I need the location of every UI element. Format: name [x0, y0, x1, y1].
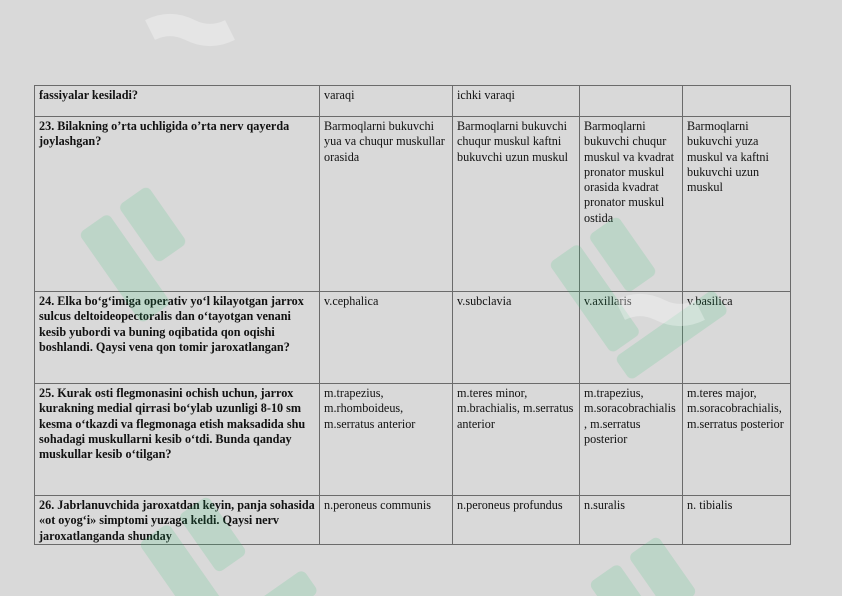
answer-option-d: Barmoqlarni bukuvchi yuza muskul va kaftni bukuvchi uzun muskul	[683, 117, 791, 292]
question-cell: 23. Bilakning o’rta uchligida o’rta nerv qayerda joylashgan?	[35, 117, 320, 292]
answer-option-d	[683, 86, 791, 117]
question-cell: 25. Kurak osti flegmonasini ochish uchun, jarrox kurakning medial qirrasi bo‘ylab uzunligi 8-10 sm kesma o‘tkazdi va flegmonaga etish maksadida shu sohadagi muskullarni kesib o‘tdi. Bunda qanday muskullar kesib o‘tilgan?	[35, 384, 320, 496]
answer-option-b: Barmoqlarni bukuvchi chuqur muskul kaftni bukuvchi uzun muskul	[453, 117, 580, 292]
answer-option-a: n.peroneus communis	[320, 496, 453, 545]
answer-option-d: v.basilica	[683, 292, 791, 384]
question-cell: 26. Jabrlanuvchida jaroxatdan keyin, panja sohasida «ot oyog‘i» simptomi yuzaga keldi. Qaysi nerv jaroxatlanganda shunday	[35, 496, 320, 545]
answer-option-d: n. tibialis	[683, 496, 791, 545]
table-row	[35, 117, 791, 292]
answer-option-c: m.trapezius, m.soracobrachialis, m.serratus posterior	[580, 384, 683, 496]
question-cell: 24. Elka bo‘g‘imiga operativ yo‘l kilayotgan jarrox sulcus deltoideopectoralis dan o‘tayotgan venani kesib yubordi va buning oqibatida qon oqishi boshlandi. Qaysi vena qon tomir jaroxatlangan?	[35, 292, 320, 384]
table-row	[35, 384, 791, 496]
answer-option-c	[580, 86, 683, 117]
answer-option-a: m.trapezius, m.rhomboideus, m.serratus anterior	[320, 384, 453, 496]
quiz-table	[34, 85, 791, 545]
answer-option-a: varaqi	[320, 86, 453, 117]
table-row	[35, 86, 791, 117]
answer-option-b: m.teres minor, m.brachialis, m.serratus anterior	[453, 384, 580, 496]
answer-option-b: v.subclavia	[453, 292, 580, 384]
answer-option-c: n.suralis	[580, 496, 683, 545]
answer-option-d: m.teres major, m.soracobrachialis, m.serratus posterior	[683, 384, 791, 496]
answer-option-c: v.axillaris	[580, 292, 683, 384]
answer-option-b: n.peroneus profundus	[453, 496, 580, 545]
answer-option-b: ichki varaqi	[453, 86, 580, 117]
answer-option-c: Barmoqlarni bukuvchi chuqur muskul va kvadrat pronator muskul orasida kvadrat pronator muskul ostida	[580, 117, 683, 292]
question-cell: fassiyalar kesiladi?	[35, 86, 320, 117]
table-row	[35, 496, 791, 545]
table-row	[35, 292, 791, 384]
answer-option-a: v.cephalica	[320, 292, 453, 384]
answer-option-a: Barmoqlarni bukuvchi yua va chuqur muskullar orasida	[320, 117, 453, 292]
